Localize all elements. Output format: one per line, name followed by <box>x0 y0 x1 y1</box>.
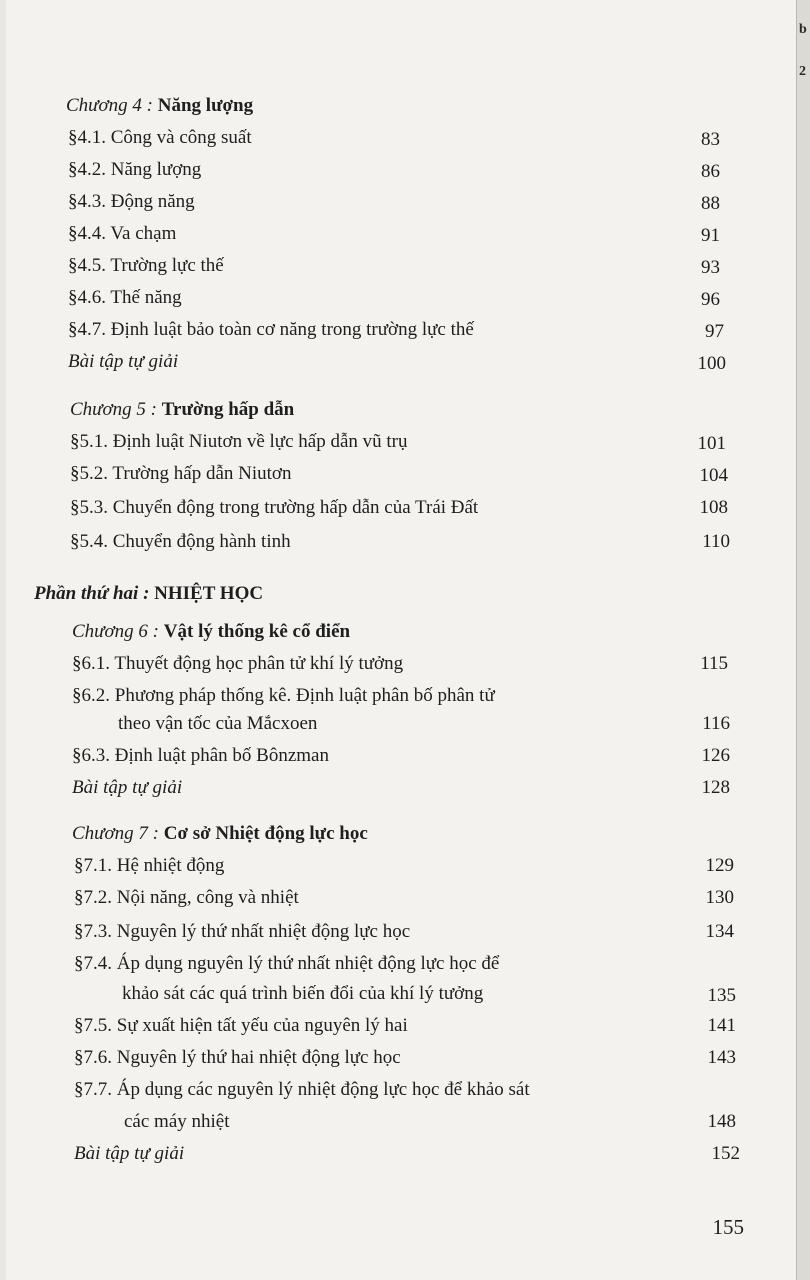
toc-page-number: 83 <box>701 129 720 150</box>
toc-entry-continuation: theo vận tốc của Mắcxoen <box>118 713 318 734</box>
toc-page-number: 115 <box>700 653 728 674</box>
toc-page-number: 93 <box>701 257 720 278</box>
chapter-prefix: Chương 5 : <box>70 399 158 420</box>
toc-page-number: 97 <box>705 321 724 342</box>
toc-page-number: 110 <box>702 531 730 552</box>
page-number: 155 <box>712 1215 744 1239</box>
adjacent-page-edge <box>796 0 810 1280</box>
toc-page-number: 116 <box>702 713 730 734</box>
chapter-heading <box>70 398 294 422</box>
chapter-prefix: Chương 6 : <box>72 621 160 642</box>
toc-page-number: 96 <box>701 289 720 310</box>
toc-page-number: 100 <box>697 353 726 374</box>
toc-page-number: 135 <box>707 985 736 1006</box>
toc-entry: §4.2. Năng lượng <box>68 159 202 180</box>
toc-page-number: 108 <box>699 497 728 518</box>
chapter-prefix: Chương 4 : <box>66 95 154 116</box>
toc-page-number: 148 <box>707 1111 736 1132</box>
toc-entry: §5.4. Chuyển động hành tinh <box>70 531 291 552</box>
chapter-heading <box>66 94 253 118</box>
adjacent-page-char: 2 <box>799 64 806 79</box>
toc-entry: §7.3. Nguyên lý thứ nhất nhiệt động lực học <box>74 921 411 942</box>
toc-entry: §7.2. Nội năng, công và nhiệt <box>74 887 299 908</box>
chapter-heading <box>72 822 368 846</box>
toc-page-number: 130 <box>705 887 734 908</box>
chapter-title: Vật lý thống kê cổ điển <box>163 621 351 642</box>
toc-page-number: 141 <box>707 1015 736 1036</box>
toc-entry: §4.4. Va chạm <box>68 223 177 244</box>
adjacent-page-letter: b <box>799 22 807 37</box>
toc-entry: §4.7. Định luật bảo toàn cơ năng trong trường lực thế <box>68 319 474 340</box>
toc-entry: §4.6. Thế năng <box>68 287 182 308</box>
chapter-heading <box>72 620 350 644</box>
toc-entry: §5.3. Chuyển động trong trường hấp dẫn của Trái Đất <box>70 497 479 518</box>
toc-exercises: Bài tập tự giải <box>72 777 183 798</box>
part-prefix: Phần thứ hai : <box>34 583 150 604</box>
toc-entry: §7.1. Hệ nhiệt động <box>74 855 225 876</box>
toc-entry: §5.1. Định luật Niutơn về lực hấp dẫn vũ trụ <box>70 431 408 452</box>
toc-entry: §7.4. Áp dụng nguyên lý thứ nhất nhiệt động lực học để <box>74 953 500 974</box>
toc-page-number: 129 <box>705 855 734 876</box>
toc-page-number: 101 <box>697 433 726 454</box>
toc-page-number: 86 <box>701 161 720 182</box>
chapter-title: Trường hấp dẫn <box>161 399 295 420</box>
toc-entry: §4.1. Công và công suất <box>68 127 252 148</box>
toc-exercises: Bài tập tự giải <box>68 351 179 372</box>
toc-entry: §4.5. Trường lực thế <box>68 255 224 276</box>
chapter-title: Cơ sở Nhiệt động lực học <box>163 823 368 844</box>
toc-page-number: 128 <box>701 777 730 798</box>
toc-entry: §6.2. Phương pháp thống kê. Định luật phân bố phân tử <box>72 685 495 706</box>
toc-entry: §7.5. Sự xuất hiện tất yếu của nguyên lý hai <box>74 1015 408 1036</box>
toc-exercises: Bài tập tự giải <box>74 1143 185 1164</box>
chapter-title: Năng lượng <box>157 95 254 116</box>
toc-entry: §4.3. Động năng <box>68 191 195 212</box>
toc-entry: §6.1. Thuyết động học phân tử khí lý tưởng <box>72 653 404 674</box>
toc-page-number: 91 <box>701 225 720 246</box>
toc-page-number: 152 <box>711 1143 740 1164</box>
toc-entry: §7.6. Nguyên lý thứ hai nhiệt động lực học <box>74 1047 401 1068</box>
toc-page-number: 88 <box>701 193 720 214</box>
toc-page-number: 126 <box>701 745 730 766</box>
toc-entry: §7.7. Áp dụng các nguyên lý nhiệt động lực học để khảo sát <box>74 1079 530 1100</box>
part-title: NHIỆT HỌC <box>154 583 264 604</box>
toc-entry: §5.2. Trường hấp dẫn Niutơn <box>70 463 292 484</box>
toc-page-number: 134 <box>705 921 734 942</box>
toc-entry: §6.3. Định luật phân bố Bônzman <box>72 745 329 766</box>
toc-page-number: 143 <box>707 1047 736 1068</box>
part-heading <box>34 582 263 606</box>
toc-page-number: 104 <box>699 465 728 486</box>
toc-entry-continuation: các máy nhiệt <box>124 1111 230 1132</box>
chapter-prefix: Chương 7 : <box>72 823 160 844</box>
toc-entry-continuation: khảo sát các quá trình biến đổi của khí lý tưởng <box>122 983 484 1004</box>
